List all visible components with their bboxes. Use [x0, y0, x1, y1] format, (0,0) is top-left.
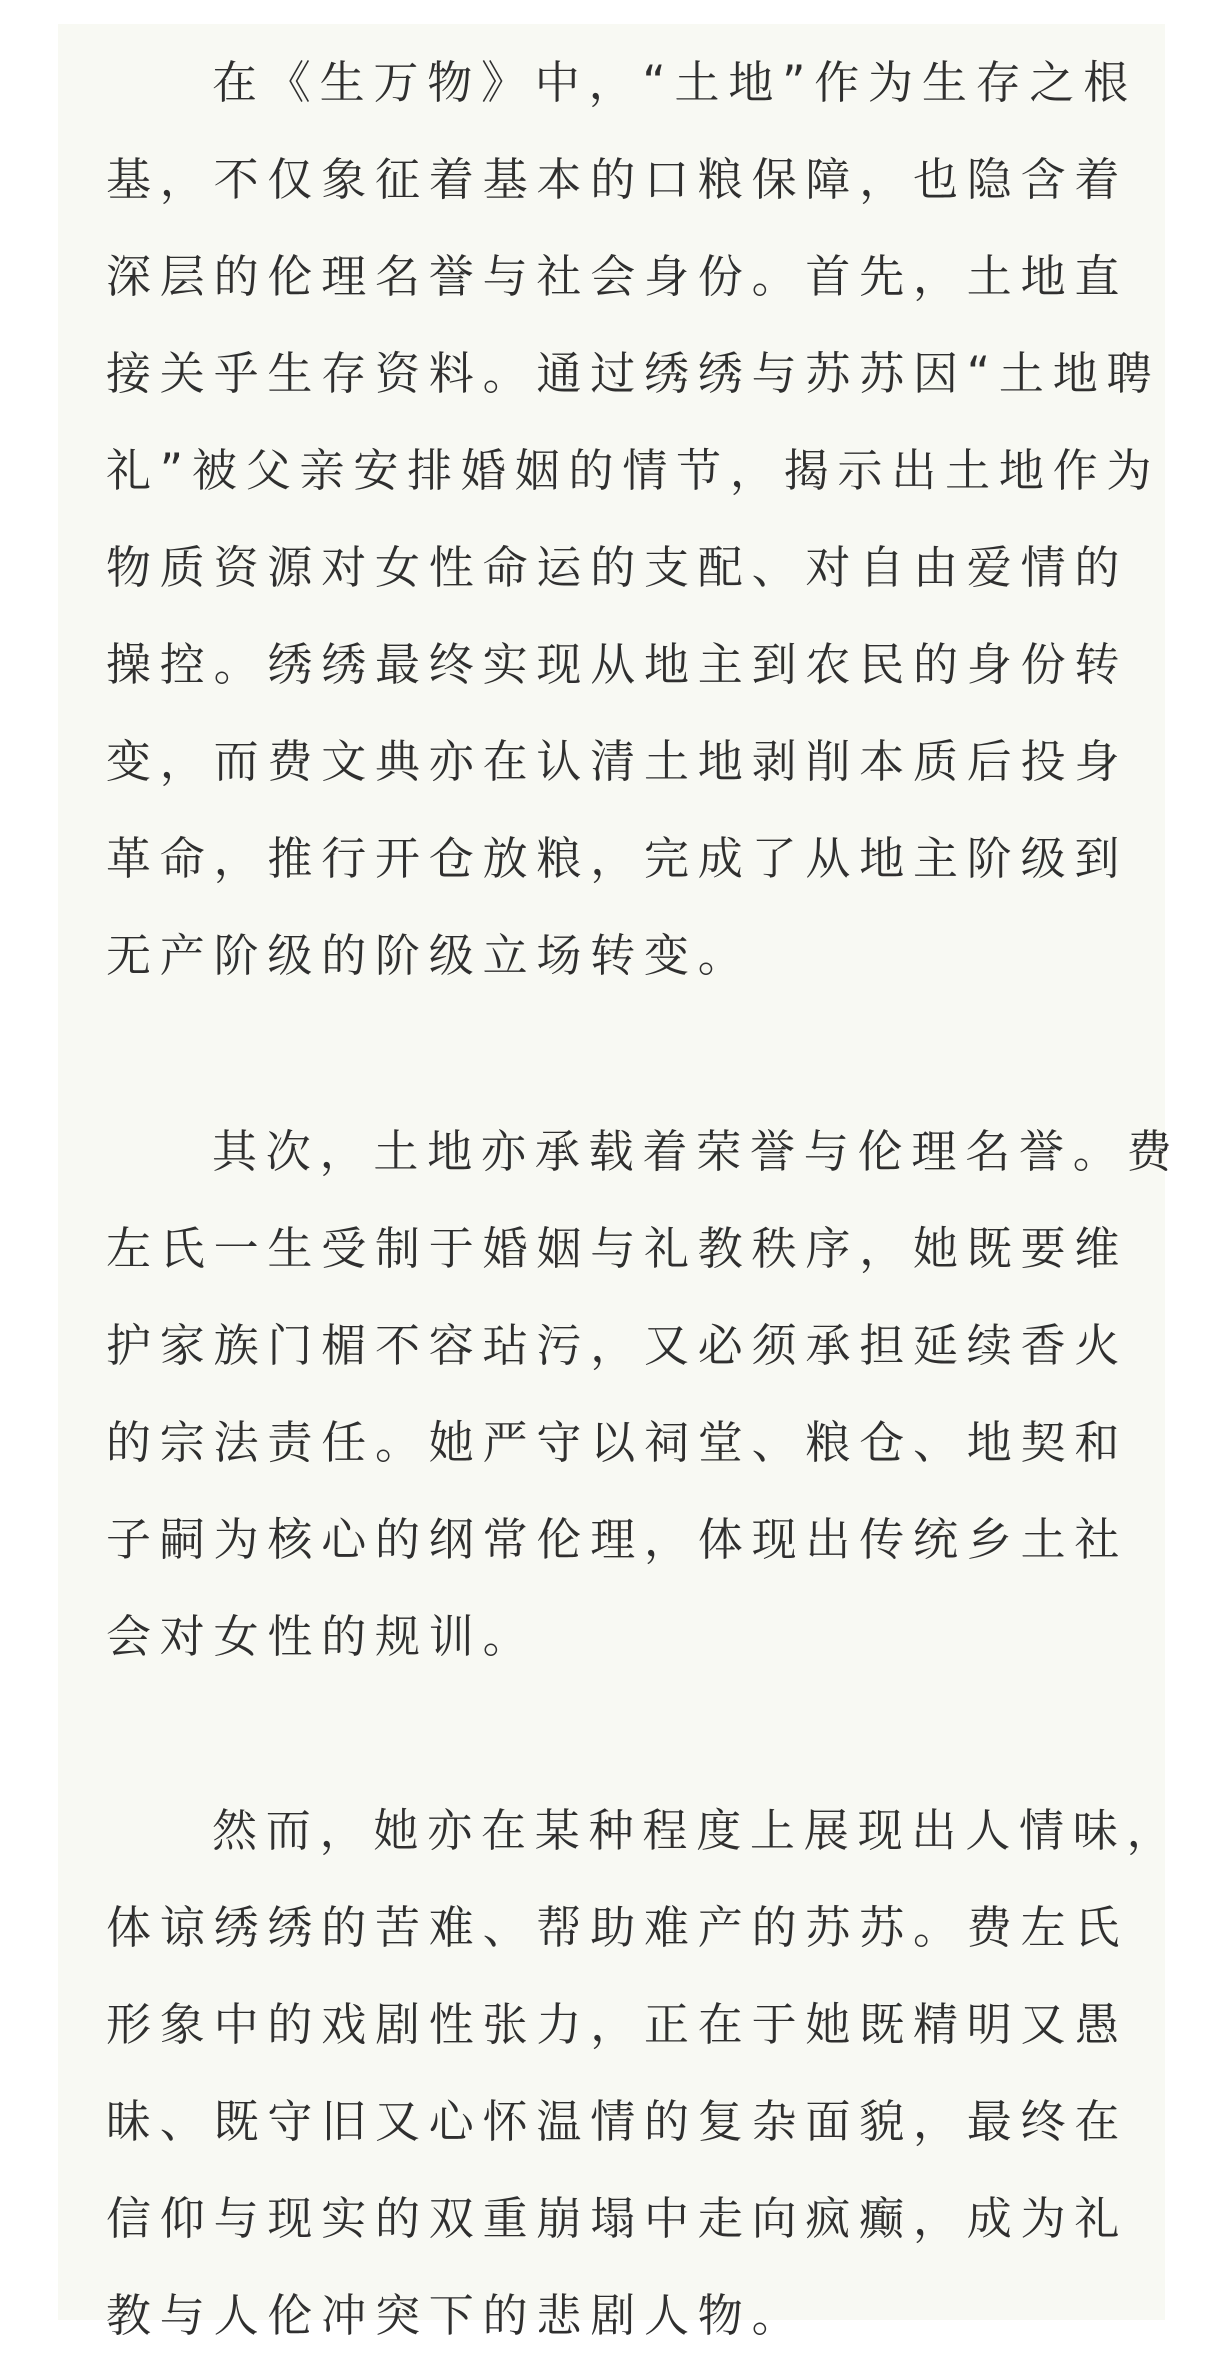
article-page [58, 24, 1181, 2342]
paragraph-fei-zuoshi-tragedy: 然而，她亦在某种程度上展现出人情味，体谅绣绣的苦难、帮助难产的苏苏。费左氏形象中的戏剧性张力，正在于她既精明又愚昧、既守旧又心怀温情的复杂面貌，最终在信仰与现实的双重崩塌中走向疯癫，成为礼教与人伦冲突下的悲剧人物。 [106, 1804, 1181, 2342]
paragraph-land-as-honor: 其次，土地亦承载着荣誉与伦理名誉。费左氏一生受制于婚姻与礼教秩序，她既要维护家族门楣不容玷污，又必须承担延续香火的宗法责任。她严守以祠堂、粮仓、地契和子嗣为核心的纲常伦理，体现出传统乡土社会对女性的规训。 [106, 1125, 1181, 1663]
paragraph-land-as-livelihood: 在《生万物》中，“土地”作为生存之根基，不仅象征着基本的口粮保障，也隐含着深层的伦理名誉与社会身份。首先，土地直接关乎生存资料。通过绣绣与苏苏因“土地聘礼”被父亲安排婚姻的情节，揭示出土地作为物质资源对女性命运的支配、对自由爱情的操控。绣绣最终实现从地主到农民的身份转变，而费文典亦在认清土地剥削本质后投身革命，推行开仓放粮，完成了从地主阶级到无产阶级的阶级立场转变。 [106, 56, 1161, 982]
